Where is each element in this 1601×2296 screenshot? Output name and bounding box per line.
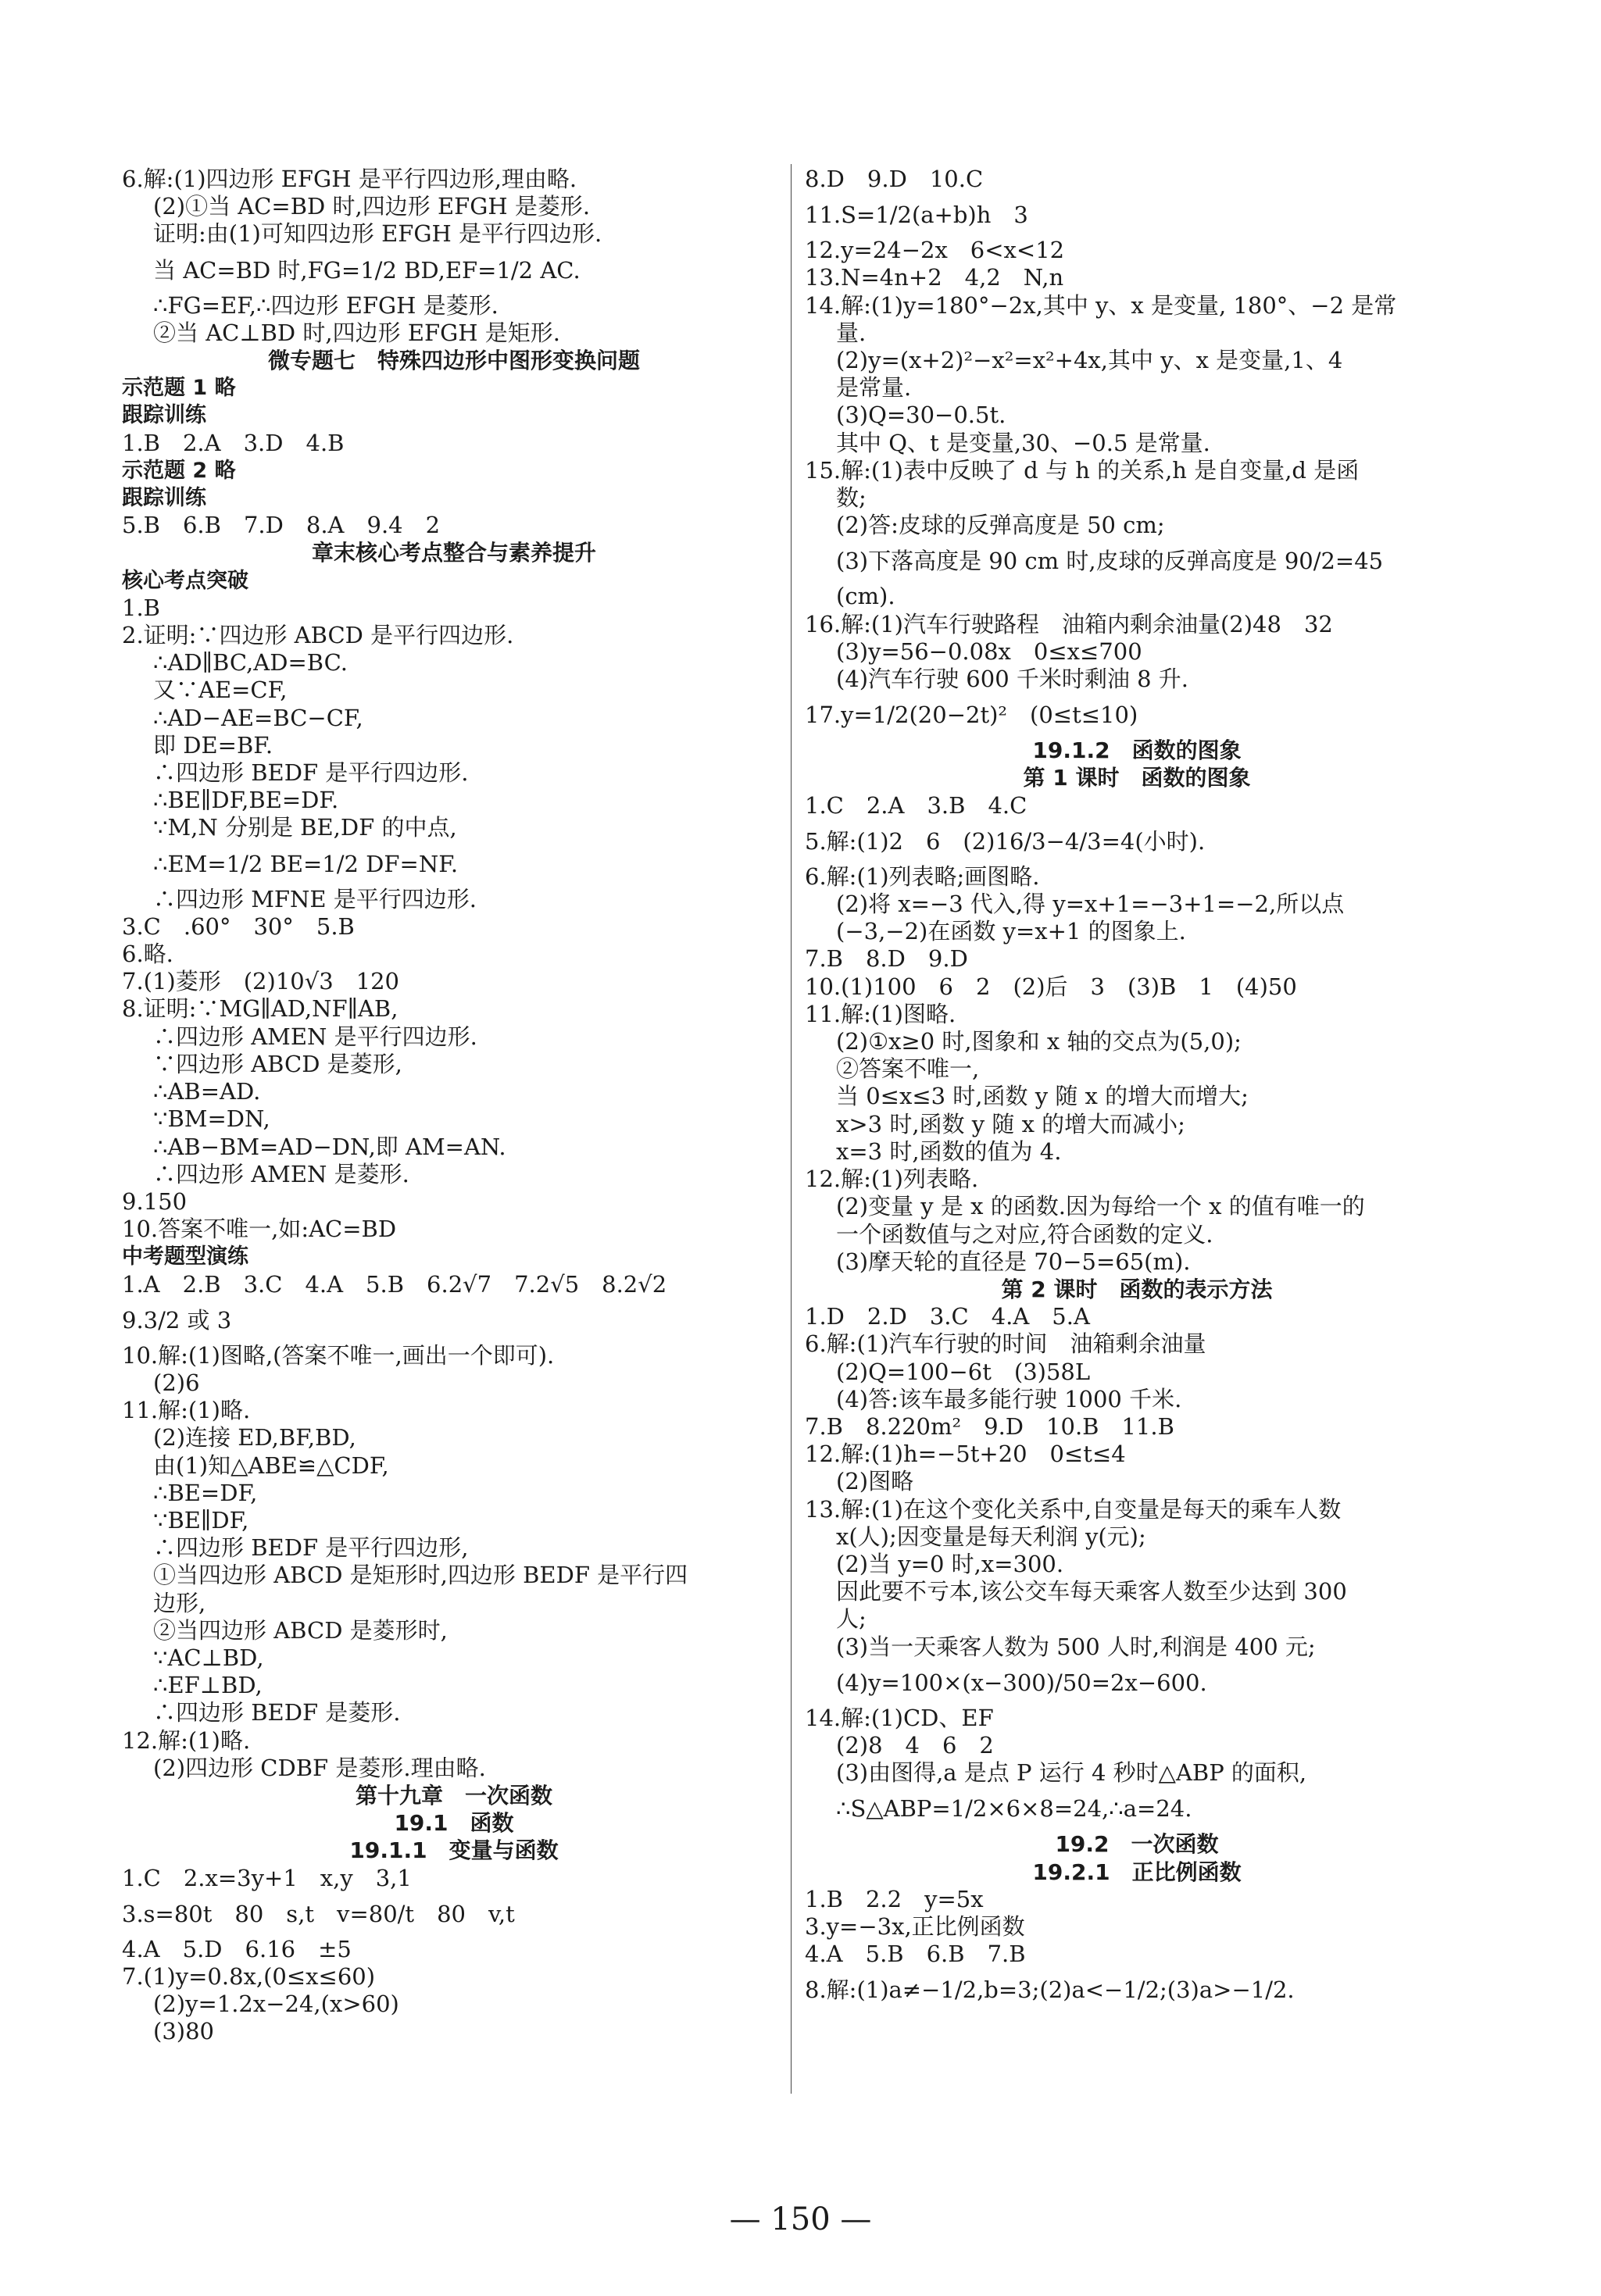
- answer-line: x=3 时,函数的值为 4.: [836, 1137, 1062, 1165]
- answer-line: 又∵AE=CF,: [153, 677, 288, 704]
- answer-line: 1.B 2.2 y=5x: [805, 1885, 984, 1912]
- answer-line: 10.答案不唯一,如:AC=BD: [122, 1216, 397, 1243]
- answer-line: 当 AC=BD 时,FG=1/2 BD,EF=1/2 AC.: [153, 256, 581, 284]
- left-column: [122, 166, 786, 2046]
- section-heading: 第 2 课时 函数的表示方法: [1001, 1276, 1273, 1302]
- answer-line: 12.解:(1)h=−5t+20 0≤t≤4: [805, 1441, 1126, 1468]
- answer-line: ②答案不唯一,: [836, 1055, 980, 1083]
- section-heading: 19.1 函数: [394, 1810, 514, 1837]
- answer-line: 1.A 2.B 3.C 4.A 5.B 6.2√7 7.2√5 8.2√2: [122, 1270, 667, 1298]
- answer-line: 11.解:(1)略.: [122, 1397, 251, 1424]
- section-heading: 19.1.1 变量与函数: [349, 1837, 559, 1864]
- answer-line: 16.解:(1)汽车行驶路程 油箱内剩余油量(2)48 32: [805, 610, 1333, 637]
- answer-line: 1.C 2.x=3y+1 x,y 3,1: [122, 1864, 412, 1891]
- answer-line: ∴四边形 BEDF 是平行四边形.: [153, 759, 469, 787]
- section-heading: 第 1 课时 函数的图象: [1023, 765, 1251, 791]
- answer-line: (2)当 y=0 时,x=300.: [836, 1550, 1064, 1577]
- answer-line: 11.S=1/2(a+b)h 3: [805, 202, 1028, 229]
- answer-line: 12.y=24−2x 6<x<12: [805, 237, 1065, 264]
- answer-line: 3.C .60° 30° 5.B: [122, 912, 355, 940]
- section-heading: 核心考点突破: [122, 568, 248, 593]
- answer-line: (3)Q=30−0.5t.: [836, 402, 1006, 429]
- answer-line: (4)答:该车最多能行驶 1000 千米.: [836, 1385, 1182, 1412]
- section-heading: 19.2.1 正比例函数: [1032, 1859, 1242, 1885]
- answer-line: (2)Q=100−6t (3)58L: [836, 1358, 1091, 1385]
- answer-line: 13.N=4n+2 4,2 N,n: [805, 264, 1064, 291]
- answer-line: 边形,: [153, 1589, 206, 1616]
- answer-line: 10.(1)100 6 2 (2)后 3 (3)B 1 (4)50: [805, 973, 1297, 1000]
- answer-line: (2)将 x=−3 代入,得 y=x+1=−3+1=−2,所以点: [836, 891, 1345, 918]
- answer-line: 17.y=1/2(20−2t)² (0≤t≤10): [805, 702, 1138, 729]
- section-heading: 跟踪训练: [122, 486, 206, 511]
- answer-line: 5.解:(1)2 6 (2)16/3−4/3=4(小时).: [805, 827, 1206, 855]
- section-heading: 章末核心考点整合与素养提升: [311, 540, 596, 566]
- answer-line: (3)由图得,a 是点 P 运行 4 秒时△ABP 的面积,: [836, 1759, 1307, 1787]
- answer-line: 6.略.: [122, 941, 173, 968]
- answer-line: 数;: [836, 484, 867, 512]
- answer-line: (2)y=(x+2)²−x²=x²+4x,其中 y、x 是变量,1、4: [836, 347, 1343, 374]
- answer-line: 14.解:(1)y=180°−2x,其中 y、x 是变量, 180°、−2 是常: [805, 291, 1397, 319]
- answer-line: 4.A 5.D 6.16 ±5: [122, 1935, 352, 1962]
- answer-line: (−3,−2)在函数 y=x+1 的图象上.: [836, 918, 1186, 945]
- answer-line: 7.(1)y=0.8x,(0≤x≤60): [122, 1962, 376, 1990]
- answer-line: ∵M,N 分别是 BE,DF 的中点,: [153, 814, 457, 841]
- answer-line: 11.解:(1)图略.: [805, 1000, 956, 1027]
- section-heading: 微专题七 特殊四边形中图形变换问题: [267, 348, 640, 374]
- answer-line: ∵AC⊥BD,: [153, 1644, 264, 1671]
- answer-line: 9.3/2 或 3: [122, 1306, 232, 1334]
- answer-line: ∵BE∥DF,: [153, 1506, 249, 1534]
- answer-line: (2)①x≥0 时,图象和 x 轴的交点为(5,0);: [836, 1028, 1242, 1055]
- page-number: — 150 —: [729, 2201, 872, 2237]
- answer-line: (2)连接 ED,BF,BD,: [153, 1424, 356, 1452]
- answer-line: ②当四边形 ABCD 是菱形时,: [153, 1616, 448, 1644]
- answer-line: 6.解:(1)列表略;画图略.: [805, 862, 1040, 890]
- answer-line: ∴S△ABP=1/2×6×8=24,∴a=24.: [836, 1795, 1192, 1823]
- section-heading: 跟踪训练: [122, 403, 206, 428]
- answer-line: 14.解:(1)CD、EF: [805, 1704, 994, 1731]
- answer-line: 8.解:(1)a≠−1/2,b=3;(2)a<−1/2;(3)a>−1/2.: [805, 1976, 1295, 2004]
- section-heading: 中考题型演练: [122, 1244, 248, 1269]
- answer-line: 13.解:(1)在这个变化关系中,自变量是每天的乘车人数: [805, 1495, 1342, 1523]
- answer-line: 由(1)知△ABE≌△CDF,: [153, 1452, 389, 1479]
- answer-line: (3)y=56−0.08x 0≤x≤700: [836, 637, 1142, 665]
- answer-line: 量.: [836, 319, 867, 346]
- answer-line: 1.B 2.A 3.D 4.B: [122, 429, 345, 456]
- answer-line: 8.证明:∵MG∥AD,NF∥AB,: [122, 995, 398, 1023]
- answer-line: ∴四边形 AMEN 是菱形.: [153, 1160, 409, 1187]
- answer-line: 3.y=−3x,正比例函数: [805, 1912, 1025, 1940]
- answer-line: 当 0≤x≤3 时,函数 y 随 x 的增大而增大;: [836, 1083, 1249, 1110]
- answer-line: 即 DE=BF.: [153, 731, 273, 759]
- answer-line: 1.B: [122, 594, 160, 621]
- answer-line: (3)80: [153, 2018, 214, 2045]
- answer-line: ∴四边形 BEDF 是平行四边形,: [153, 1534, 469, 1562]
- answer-line: 1.D 2.D 3.C 4.A 5.A: [805, 1303, 1090, 1330]
- answer-line: (4)y=100×(x−300)/50=2x−600.: [836, 1669, 1207, 1696]
- answer-line: ∴BE=DF,: [153, 1479, 258, 1506]
- answer-line: 7.B 8.D 9.D: [805, 945, 968, 973]
- answer-line: 是常量.: [836, 374, 912, 402]
- answer-line: ∴EM=1/2 BE=1/2 DF=NF.: [153, 850, 459, 877]
- column-divider: [791, 164, 792, 2094]
- answer-line: 1.C 2.A 3.B 4.C: [805, 791, 1027, 819]
- answer-line: (2)答:皮球的反弹高度是 50 cm;: [836, 512, 1165, 539]
- answer-line: (2)变量 y 是 x 的函数.因为每给一个 x 的值有唯一的: [836, 1193, 1365, 1220]
- answer-line: (4)汽车行驶 600 千米时剩油 8 升.: [836, 666, 1188, 693]
- answer-line: (2)图略: [836, 1468, 914, 1495]
- answer-line: ①当四边形 ABCD 是矩形时,四边形 BEDF 是平行四: [153, 1562, 688, 1589]
- answer-line: ∴AD∥BC,AD=BC.: [153, 649, 348, 677]
- answer-line: ∴AD−AE=BC−CF,: [153, 704, 363, 731]
- answer-line: 其中 Q、t 是变量,30、−0.5 是常量.: [836, 429, 1210, 456]
- answer-line: 9.150: [122, 1187, 188, 1215]
- answer-line: (2)6: [153, 1369, 200, 1396]
- answer-line: 12.解:(1)列表略.: [805, 1166, 979, 1193]
- answer-line: ∴四边形 BEDF 是菱形.: [153, 1699, 401, 1726]
- answer-line: 7.(1)菱形 (2)10√3 120: [122, 968, 400, 995]
- answer-line: x>3 时,函数 y 随 x 的增大而减小;: [836, 1110, 1185, 1137]
- answer-line: (2)①当 AC=BD 时,四边形 EFGH 是菱形.: [153, 193, 591, 220]
- answer-line: ∵四边形 ABCD 是菱形,: [153, 1050, 402, 1077]
- answer-line: ∵BM=DN,: [153, 1105, 270, 1133]
- answer-line: ∴AB=AD.: [153, 1078, 261, 1105]
- answer-line: 8.D 9.D 10.C: [805, 166, 984, 192]
- answer-line: (3)当一天乘客人数为 500 人时,利润是 400 元;: [836, 1633, 1316, 1660]
- answer-line: 因此要不亏本,该公交车每天乘客人数至少达到 300: [836, 1578, 1347, 1605]
- section-heading: 19.2 一次函数: [1055, 1831, 1219, 1858]
- answer-line: ∴BE∥DF,BE=DF.: [153, 787, 339, 814]
- answer-line: (2)y=1.2x−24,(x>60): [153, 1991, 399, 2018]
- answer-line: 2.证明:∵四边形 ABCD 是平行四边形.: [122, 622, 514, 649]
- answer-line: 7.B 8.220m² 9.D 10.B 11.B: [805, 1412, 1174, 1440]
- answer-line: (2)8 4 6 2: [836, 1731, 994, 1759]
- answer-line: (cm).: [836, 583, 895, 610]
- answer-line: (2)四边形 CDBF 是菱形.理由略.: [153, 1754, 486, 1781]
- answer-line: 5.B 6.B 7.D 8.A 9.4 2: [122, 512, 441, 539]
- answer-line: ∴FG=EF,∴四边形 EFGH 是菱形.: [153, 291, 499, 319]
- section-heading: 第十九章 一次函数: [355, 1782, 552, 1809]
- answer-line: ∴四边形 AMEN 是平行四边形.: [153, 1023, 477, 1050]
- section-heading: 19.1.2 函数的图象: [1032, 737, 1242, 764]
- answer-line: ∴EF⊥BD,: [153, 1672, 263, 1699]
- answer-line: (3)下落高度是 90 cm 时,皮球的反弹高度是 90/2=45: [836, 548, 1384, 575]
- answer-line: 6.解:(1)四边形 EFGH 是平行四边形,理由略.: [122, 166, 577, 192]
- section-heading: 示范题 1 略: [122, 376, 236, 401]
- right-column: [805, 166, 1469, 2012]
- answer-line: 一个函数值与之对应,符合函数的定义.: [836, 1220, 1213, 1248]
- answer-line: 6.解:(1)汽车行驶的时间 油箱剩余油量: [805, 1330, 1206, 1358]
- answer-line: 人;: [836, 1605, 867, 1633]
- answer-line: 3.s=80t 80 s,t v=80/t 80 v,t: [122, 1900, 515, 1927]
- answer-line: 10.解:(1)图略,(答案不唯一,画出一个即可).: [122, 1341, 555, 1369]
- answer-line: 4.A 5.B 6.B 7.B: [805, 1941, 1026, 1968]
- answer-line: 12.解:(1)略.: [122, 1726, 251, 1754]
- answer-line: 15.解:(1)表中反映了 d 与 h 的关系,h 是自变量,d 是函: [805, 456, 1360, 484]
- answer-line: ②当 AC⊥BD 时,四边形 EFGH 是矩形.: [153, 319, 561, 346]
- answer-line: ∴四边形 MFNE 是平行四边形.: [153, 885, 477, 912]
- section-heading: 示范题 2 略: [122, 458, 236, 483]
- answer-line: (3)摩天轮的直径是 70−5=65(m).: [836, 1248, 1191, 1275]
- answer-line: ∴AB−BM=AD−DN,即 AM=AN.: [153, 1133, 506, 1160]
- answer-line: 证明:由(1)可知四边形 EFGH 是平行四边形.: [153, 220, 602, 248]
- answer-line: x(人);因变量是每天利润 y(元);: [836, 1523, 1146, 1550]
